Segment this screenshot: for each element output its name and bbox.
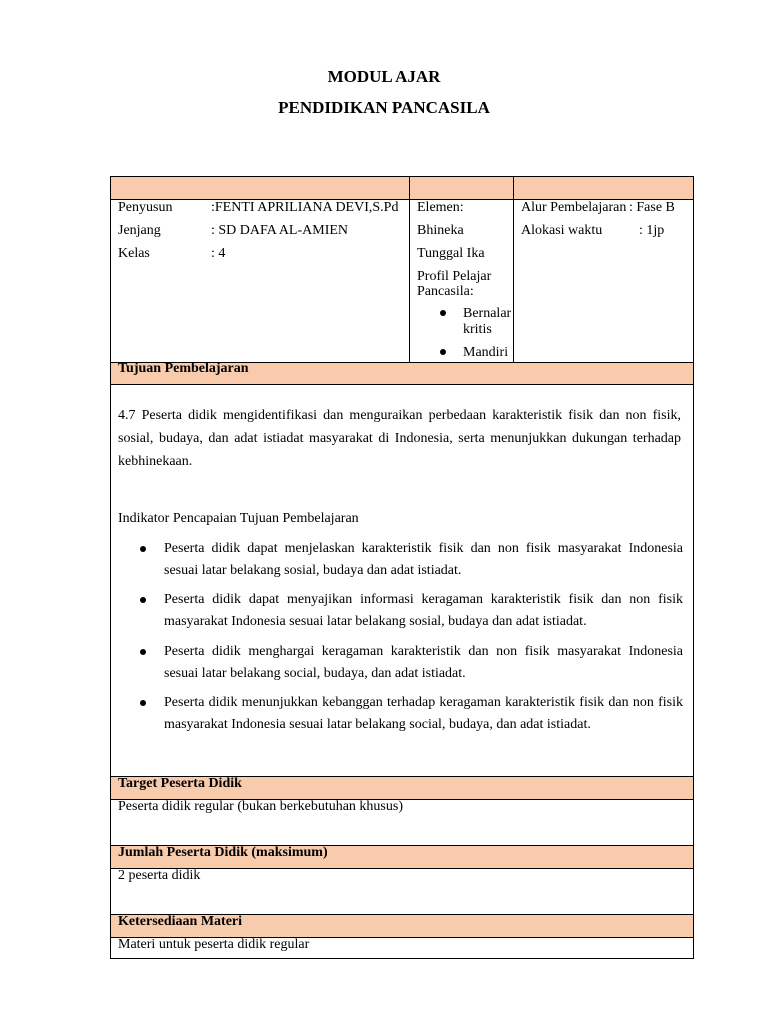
profil-label-line1: Profil Pelajar [417,269,492,284]
elemen-value-line1: Bhineka [417,223,464,238]
indikator-item: Peserta didik menunjukkan kebanggan terhadap keragaman karakteristik fisik dan non fisik masyarakat Indonesia sesuai latar belakang social, budaya, dan adat istiadat. [164,695,683,732]
target-heading: Target Peserta Didik [118,776,242,791]
kelas-label: Kelas [118,246,150,261]
indikator-item: Peserta didik dapat menjelaskan karakteristik fisik dan non fisik masyarakat Indonesia sesuai latar belakang sosial, budaya dan adat istiadat. [164,541,683,578]
profil-item-1-line2: kritis [463,322,492,337]
alokasi-value: : 1jp [639,223,665,238]
bullet-icon [140,546,146,552]
bullet-icon [440,349,446,355]
bullet-icon [440,310,446,316]
target-text: Peserta didik regular (bukan berkebutuhan khusus) [118,799,403,814]
bullet-icon [140,700,146,706]
alokasi-label: Alokasi waktu [521,223,603,238]
profil-item-1-line1: Bernalar [463,306,512,321]
jumlah-text: 2 peserta didik [118,868,201,883]
indikator-item: Peserta didik dapat menyajikan informasi keragaman karakteristik fisik dan non fisik masyarakat Indonesia sesuai latar belakang sosial, budaya dan adat istiadat. [164,592,683,629]
indikator-item: Peserta didik menghargai keragaman karakteristik dan non fisik masyarakat Indonesia sesuai latar belakang social, budaya, dan adat istiadat. [164,644,683,681]
kelas-value: : 4 [211,246,226,261]
penyusun-value: :FENTI APRILIANA DEVI,S.Pd [211,200,399,215]
alur-label: Alur Pembelajaran [521,200,627,215]
tujuan-heading: Tujuan Pembelajaran [118,361,249,376]
materi-heading: Ketersediaan Materi [118,914,243,929]
elemen-value-line2: Tunggal Ika [417,246,485,261]
materi-text: Materi untuk peserta didik regular [118,937,310,952]
profil-label-line2: Pancasila: [417,284,474,299]
document-title: MODUL AJAR [327,67,441,86]
indikator-heading: Indikator Pencapaian Tujuan Pembelajaran [118,511,359,526]
tujuan-text: 4.7 Peserta didik mengidentifikasi dan menguraikan perbedaan karakteristik fisik dan non fisik, sosial, budaya, dan adat istiadat masyarakat di Indonesia, serta menunjukkan dukungan terhadap kebhinekaan. [118,408,681,469]
bullet-icon [140,649,146,655]
table-header-row [111,177,693,199]
alur-value: : Fase B [629,200,675,215]
profil-item-2: Mandiri [463,345,509,360]
jenjang-label: Jenjang [118,223,161,238]
penyusun-label: Penyusun [118,200,173,215]
document-subtitle: PENDIDIKAN PANCASILA [278,98,490,117]
jumlah-heading: Jumlah Peserta Didik (maksimum) [118,845,328,860]
jenjang-value: : SD DAFA AL-AMIEN [211,223,349,238]
elemen-label: Elemen: [417,200,464,215]
lesson-table [110,176,694,959]
bullet-icon [140,597,146,603]
